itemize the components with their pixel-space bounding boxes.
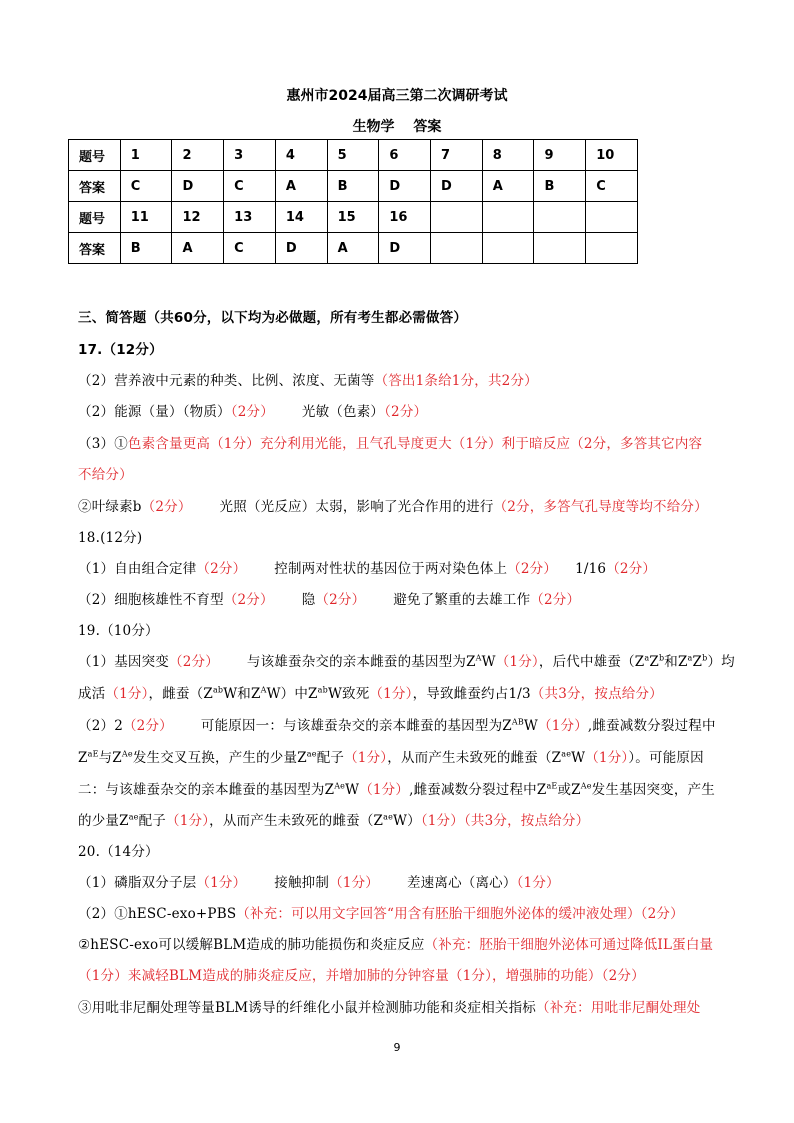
table-row-question-2 xyxy=(69,202,638,233)
score-note: （1分） xyxy=(105,686,149,702)
score-note: （1分）（共3分，按点给分） xyxy=(420,813,590,829)
text: （2）营养液中元素的种类、比例、浓度、无菌等 xyxy=(78,373,375,389)
text: ,雌蚕减数分裂过程中Z xyxy=(409,782,547,798)
table-cell: 10 xyxy=(586,140,638,171)
text: 控制两对性状的基因位于两对染色体上 xyxy=(274,561,508,577)
table-cell: D xyxy=(431,171,483,202)
table-cell: D xyxy=(379,171,431,202)
table-cell xyxy=(431,233,483,264)
superscript: b xyxy=(702,653,708,663)
text: ②叶绿素b xyxy=(78,499,142,515)
text: W） xyxy=(393,813,421,829)
text: 可能原因一：与该雄蚕杂交的亲本雌蚕的基因型为Z xyxy=(200,718,512,734)
score-note: （1分） xyxy=(344,750,388,766)
text: （2）2 xyxy=(78,718,123,734)
table-row-question-1 xyxy=(69,140,638,171)
table-cell: 11 xyxy=(120,202,172,233)
superscript: ae xyxy=(561,749,572,759)
text: （2）细胞核雄性不育型 xyxy=(78,592,224,608)
score-note: （1分） xyxy=(495,654,539,670)
table-cell: 16 xyxy=(379,202,431,233)
answer-table xyxy=(68,139,638,264)
table-row-answer-1 xyxy=(69,171,638,202)
score-note: （1分） xyxy=(329,875,379,891)
q20-line-5 xyxy=(78,996,700,1016)
text: ，从而产生未致死的雌蚕（Z xyxy=(387,750,562,766)
text: ,雌蚕减数分裂过程中 xyxy=(587,718,716,734)
q17-line-4: 不给分） xyxy=(78,467,133,483)
text: 光敏（色素） xyxy=(301,404,385,420)
text: （1）自由组合定律 xyxy=(78,561,197,577)
superscript: ae xyxy=(383,812,394,822)
text: 与Z xyxy=(98,750,122,766)
text: 接触抑制 xyxy=(274,875,330,891)
score-note: （1分） xyxy=(538,718,588,734)
text: （3）① xyxy=(78,436,128,452)
table-cell: A xyxy=(482,171,534,202)
text: ）。可能原因 xyxy=(628,750,704,766)
text: 1/16 xyxy=(575,561,607,577)
q20-header: 20.（14分） xyxy=(78,844,159,860)
text: W xyxy=(345,782,360,798)
table-cell: B xyxy=(327,171,379,202)
score-note: （补充：用吡非尼酮处理处 xyxy=(536,1000,701,1016)
score-note: （2分） xyxy=(122,718,173,734)
table-cell: B xyxy=(534,171,586,202)
text: 成活 xyxy=(78,686,106,702)
score-note: （2分） xyxy=(141,499,192,515)
row-label: 题号 xyxy=(69,202,121,233)
score-note: （2分） xyxy=(196,561,247,577)
table-cell: 6 xyxy=(379,140,431,171)
score-note: （2分） xyxy=(223,592,274,608)
q20-line-4: （1分）来减轻BLM造成的肺炎症反应，并增加肺的分钟容量（1分），增强肺的功能）（2分） xyxy=(78,968,645,984)
text: ，导致雌蚕约占1/3 xyxy=(412,686,531,702)
table-cell: 3 xyxy=(224,140,276,171)
text: ，雌蚕（Z xyxy=(148,686,213,702)
table-cell xyxy=(534,233,586,264)
table-cell: C xyxy=(120,171,172,202)
table-cell xyxy=(482,202,534,233)
table-cell: 12 xyxy=(172,202,224,233)
text: ，后代中雄蚕（Z xyxy=(538,654,645,670)
table-cell: A xyxy=(275,171,327,202)
q17-header: 17.（12分） xyxy=(78,342,163,358)
score-note: （1分） xyxy=(516,875,560,891)
q20-line-1 xyxy=(78,871,560,891)
text: Z xyxy=(649,654,659,670)
text: 的少量Z xyxy=(78,813,129,829)
table-cell xyxy=(586,233,638,264)
table-cell: 7 xyxy=(431,140,483,171)
score-note: （2分） xyxy=(530,592,581,608)
text: W xyxy=(481,654,496,670)
q19-header: 19.（10分） xyxy=(78,623,159,639)
text: W xyxy=(571,750,586,766)
q19-line-2 xyxy=(78,682,663,702)
superscript: A xyxy=(475,653,482,663)
superscript: ae xyxy=(306,749,317,759)
superscript: a xyxy=(644,653,650,663)
q18-line-2 xyxy=(78,588,580,608)
score-note: （1分） xyxy=(359,782,410,798)
q19-line-1 xyxy=(78,650,735,670)
table-cell xyxy=(482,233,534,264)
q19-line-5 xyxy=(78,778,715,798)
table-cell: 14 xyxy=(275,202,327,233)
score-note: （2分） xyxy=(606,561,657,577)
text: 与该雄蚕杂交的亲本雌蚕的基因型为Z xyxy=(246,654,476,670)
superscript: aE xyxy=(546,781,558,791)
score-note: （答出1条给1分，共2分） xyxy=(374,373,538,389)
text: 配子 xyxy=(316,750,345,766)
text: 和Z xyxy=(664,654,688,670)
score-note: （补充：可以用文字回答“用含有胚胎干细胞外泌体的缓冲液处理）（2分） xyxy=(236,906,684,922)
text: 隐 xyxy=(301,592,316,608)
text: 差速离心（离心） xyxy=(406,875,517,891)
superscript: AB xyxy=(511,717,524,727)
superscript: aE xyxy=(87,749,99,759)
text: ③用吡非尼酮处理等量BLM诱导的纤维化小鼠并检测肺功能和炎症相关指标 xyxy=(78,1000,537,1016)
table-row-answer-2 xyxy=(69,233,638,264)
table-cell: 4 xyxy=(275,140,327,171)
table-cell: 2 xyxy=(172,140,224,171)
text: ②hESC-exo可以缓解BLM造成的肺功能损伤和炎症反应 xyxy=(78,937,425,953)
score-note: （2分） xyxy=(169,654,219,670)
superscript: Ae xyxy=(334,781,346,791)
text: 或Z xyxy=(557,782,581,798)
page-title: 惠州市2024届高三第二次调研考试 xyxy=(286,88,508,104)
text: 避免了繁重的去雄工作 xyxy=(393,592,531,608)
text: 二：与该雄蚕杂交的亲本雌蚕的基因型为Z xyxy=(78,782,335,798)
text: （1）基因突变 xyxy=(78,654,169,670)
q19-line-3 xyxy=(78,714,716,734)
q18-line-1 xyxy=(78,557,656,577)
table-cell: A xyxy=(172,233,224,264)
score-note: （1分） xyxy=(585,750,629,766)
q18-header: 18.(12分) xyxy=(78,530,143,546)
text: Z xyxy=(692,654,703,670)
row-label: 答案 xyxy=(69,171,121,202)
superscript: b xyxy=(658,653,665,663)
row-label: 答案 xyxy=(69,233,121,264)
score-note: （共3分，按点给分） xyxy=(530,686,663,702)
score-note: （1分） xyxy=(369,686,413,702)
table-cell: 9 xyxy=(534,140,586,171)
score-note: （2分） xyxy=(507,561,558,577)
table-cell: A xyxy=(327,233,379,264)
score-note: （2分） xyxy=(384,404,428,420)
q20-line-3 xyxy=(78,933,713,953)
q20-line-2 xyxy=(78,902,684,922)
text: ，从而产生未致死的雌蚕（Z xyxy=(209,813,384,829)
table-cell xyxy=(586,202,638,233)
score-note: （2分） xyxy=(230,404,274,420)
q17-line-3 xyxy=(78,432,702,452)
text: （2）①hESC-exo+PBS xyxy=(78,906,237,922)
table-cell: D xyxy=(275,233,327,264)
superscript: ab xyxy=(212,685,224,695)
superscript: a xyxy=(687,653,693,663)
table-cell: C xyxy=(586,171,638,202)
text: 发生交叉互换，产生的少量Z xyxy=(132,750,307,766)
text: （2）能源（量）（物质） xyxy=(78,404,231,420)
table-cell: 5 xyxy=(327,140,379,171)
superscript: ae xyxy=(128,812,139,822)
table-cell xyxy=(431,202,483,233)
q17-line-5 xyxy=(78,495,708,515)
section-heading: 三、简答题（共60分，以下均为必做题，所有考生都必需做答） xyxy=(78,310,468,326)
text: W和Z xyxy=(223,686,261,702)
text: 配子 xyxy=(138,813,166,829)
text: Z xyxy=(78,750,88,766)
score-note: （补充：胚胎干细胞外泌体可通过降低IL蛋白量 xyxy=(424,937,714,953)
table-cell: C xyxy=(224,171,276,202)
table-cell: 1 xyxy=(120,140,172,171)
q17-line-2 xyxy=(78,400,427,420)
table-cell: 8 xyxy=(482,140,534,171)
text: ）均 xyxy=(707,654,735,670)
text: 光照（光反应）太弱，影响了光合作用的进行 xyxy=(219,499,494,515)
q19-line-6 xyxy=(78,809,589,829)
text: W致死 xyxy=(327,686,370,702)
q19-line-4 xyxy=(78,746,704,766)
q17-line-1 xyxy=(78,369,538,389)
text: 发生基因突变，产生 xyxy=(591,782,715,798)
superscript: Ae xyxy=(121,749,133,759)
superscript: ab xyxy=(317,685,328,695)
table-cell: C xyxy=(224,233,276,264)
score-note: （1分） xyxy=(196,875,247,891)
table-cell: 15 xyxy=(327,202,379,233)
page-subtitle: 生物学 答案 xyxy=(352,119,442,135)
table-cell: 13 xyxy=(224,202,276,233)
score-note: 色素含量更高（1分）充分利用光能，且气孔导度更大（1分）利于暗反应（2分，多答其它内容 xyxy=(127,436,703,452)
page-number: 9 xyxy=(393,1041,401,1054)
table-cell: D xyxy=(379,233,431,264)
superscript: A xyxy=(260,685,267,695)
score-note: （1分） xyxy=(166,813,210,829)
table-cell: D xyxy=(172,171,224,202)
table-cell xyxy=(534,202,586,233)
text: W）中Z xyxy=(266,686,318,702)
table-cell: B xyxy=(120,233,172,264)
score-note: （2分，多答气孔导度等均不给分） xyxy=(493,499,708,515)
score-note: （2分） xyxy=(315,592,366,608)
row-label: 题号 xyxy=(69,140,121,171)
text: （1）磷脂双分子层 xyxy=(78,875,197,891)
superscript: Ae xyxy=(580,781,592,791)
text: W xyxy=(523,718,538,734)
